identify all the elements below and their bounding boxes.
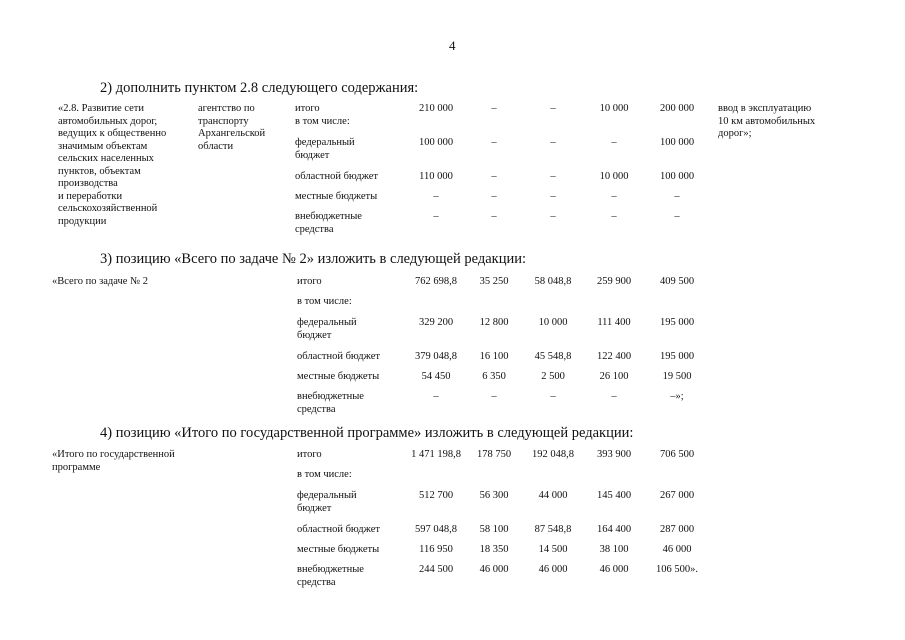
- value-cell: 12 800: [479, 317, 509, 328]
- value-cell: –: [491, 191, 497, 202]
- value-cell: 18 350: [479, 544, 509, 555]
- value-cell: –: [491, 103, 497, 114]
- value-cell: 111 400: [597, 317, 631, 328]
- value-cell: –: [433, 191, 439, 202]
- value-cell: 287 000: [659, 524, 695, 535]
- section-2-item-name: «2.8. Развитие сети автомобильных дорог, ведущих к общественно значимым объектам сельских населенных пунктов, объектам производства и переработки сельскохозяйственной продукции: [58, 103, 167, 227]
- value-cell: 46 000: [599, 564, 629, 575]
- value-cell: –: [433, 391, 439, 402]
- value-cell: –: [491, 211, 497, 222]
- value-cell: 122 400: [596, 351, 632, 362]
- value-cell: 512 700: [418, 490, 454, 501]
- row-label: в том числе:: [297, 296, 352, 307]
- value-cell: 597 048,8: [415, 524, 457, 535]
- value-cell: –: [491, 137, 497, 148]
- value-cell: 26 100: [599, 371, 629, 382]
- row-label: областной бюджет: [295, 171, 378, 182]
- value-cell: –: [491, 391, 497, 402]
- row-label: внебюджетные средства: [297, 564, 364, 588]
- value-cell: 762 698,8: [415, 276, 457, 287]
- row-label: внебюджетные средства: [297, 391, 364, 415]
- value-cell: 379 048,8: [415, 351, 457, 362]
- section-4-heading: 4) позицию «Итого по государственной программе» изложить в следующей редакции:: [100, 425, 634, 441]
- value-cell: –: [611, 137, 617, 148]
- row-label: местные бюджеты: [297, 544, 380, 555]
- row-label: областной бюджет: [297, 524, 380, 535]
- value-cell: –: [611, 391, 617, 402]
- value-cell: –: [550, 137, 556, 148]
- row-label: местные бюджеты: [295, 191, 378, 202]
- value-cell: 6 350: [482, 371, 506, 382]
- value-cell: 329 200: [418, 317, 454, 328]
- value-cell: –: [674, 191, 680, 202]
- value-cell: 58 100: [479, 524, 509, 535]
- value-cell: 200 000: [659, 103, 695, 114]
- value-cell: 16 100: [479, 351, 509, 362]
- value-cell: 195 000: [659, 351, 695, 362]
- row-label: федеральный бюджет: [295, 137, 355, 161]
- value-cell: 38 100: [599, 544, 629, 555]
- value-cell: 210 000: [418, 103, 454, 114]
- value-cell: –: [433, 211, 439, 222]
- value-cell: 106 500».: [656, 564, 698, 575]
- value-cell: 192 048,8: [532, 449, 574, 460]
- value-cell: 393 900: [596, 449, 632, 460]
- value-cell: –: [491, 171, 497, 182]
- value-cell: 706 500: [659, 449, 695, 460]
- value-cell: –: [550, 191, 556, 202]
- row-label: областной бюджет: [297, 351, 380, 362]
- section-2-executor: агентство по транспорту Архангельской области: [198, 103, 266, 152]
- value-cell: –: [611, 191, 617, 202]
- value-cell: 116 950: [419, 544, 453, 555]
- value-cell: 409 500: [659, 276, 695, 287]
- page-number: 4: [449, 38, 456, 53]
- row-label: итого: [297, 449, 322, 460]
- value-cell: 10 000: [538, 317, 568, 328]
- value-cell: 19 500: [662, 371, 692, 382]
- value-cell: 46 000: [538, 564, 568, 575]
- row-label: внебюджетные средства: [295, 211, 362, 235]
- value-cell: 10 000: [599, 103, 629, 114]
- section-4-item-name: «Итого по государственной программе: [52, 449, 175, 473]
- value-cell: 1 471 198,8: [411, 449, 461, 460]
- value-cell: –: [550, 211, 556, 222]
- value-cell: 58 048,8: [534, 276, 572, 287]
- value-cell: –: [674, 211, 680, 222]
- value-cell: 178 750: [476, 449, 512, 460]
- section-3-heading: 3) позицию «Всего по задаче № 2» изложить в следующей редакции:: [100, 251, 527, 267]
- value-cell: 54 450: [421, 371, 451, 382]
- row-label: федеральный бюджет: [297, 490, 357, 514]
- value-cell: –»;: [670, 391, 684, 402]
- value-cell: –: [550, 103, 556, 114]
- value-cell: 110 000: [419, 171, 453, 182]
- value-cell: 100 000: [659, 137, 695, 148]
- value-cell: 10 000: [599, 171, 629, 182]
- section-3-item-name: «Всего по задаче № 2: [52, 276, 148, 287]
- value-cell: –: [611, 211, 617, 222]
- section-2-heading: 2) дополнить пунктом 2.8 следующего содержания:: [100, 80, 419, 96]
- value-cell: 164 400: [596, 524, 632, 535]
- value-cell: 244 500: [418, 564, 454, 575]
- row-label: федеральный бюджет: [297, 317, 357, 341]
- value-cell: 259 900: [596, 276, 632, 287]
- value-cell: 2 500: [541, 371, 565, 382]
- row-label: в том числе:: [297, 469, 352, 480]
- row-label: местные бюджеты: [297, 371, 380, 382]
- value-cell: 45 548,8: [534, 351, 572, 362]
- value-cell: 14 500: [538, 544, 568, 555]
- value-cell: 44 000: [538, 490, 568, 501]
- value-cell: 46 000: [479, 564, 509, 575]
- row-label: итого в том числе:: [295, 103, 350, 127]
- row-label: итого: [297, 276, 322, 287]
- value-cell: 145 400: [596, 490, 632, 501]
- section-2-result: ввод в эксплуатацию 10 км автомобильных дорог»;: [718, 103, 816, 139]
- value-cell: –: [550, 391, 556, 402]
- value-cell: 35 250: [479, 276, 509, 287]
- value-cell: –: [550, 171, 556, 182]
- value-cell: 267 000: [659, 490, 695, 501]
- value-cell: 195 000: [659, 317, 695, 328]
- value-cell: 100 000: [659, 171, 695, 182]
- value-cell: 56 300: [479, 490, 509, 501]
- value-cell: 46 000: [662, 544, 692, 555]
- value-cell: 100 000: [418, 137, 454, 148]
- value-cell: 87 548,8: [534, 524, 572, 535]
